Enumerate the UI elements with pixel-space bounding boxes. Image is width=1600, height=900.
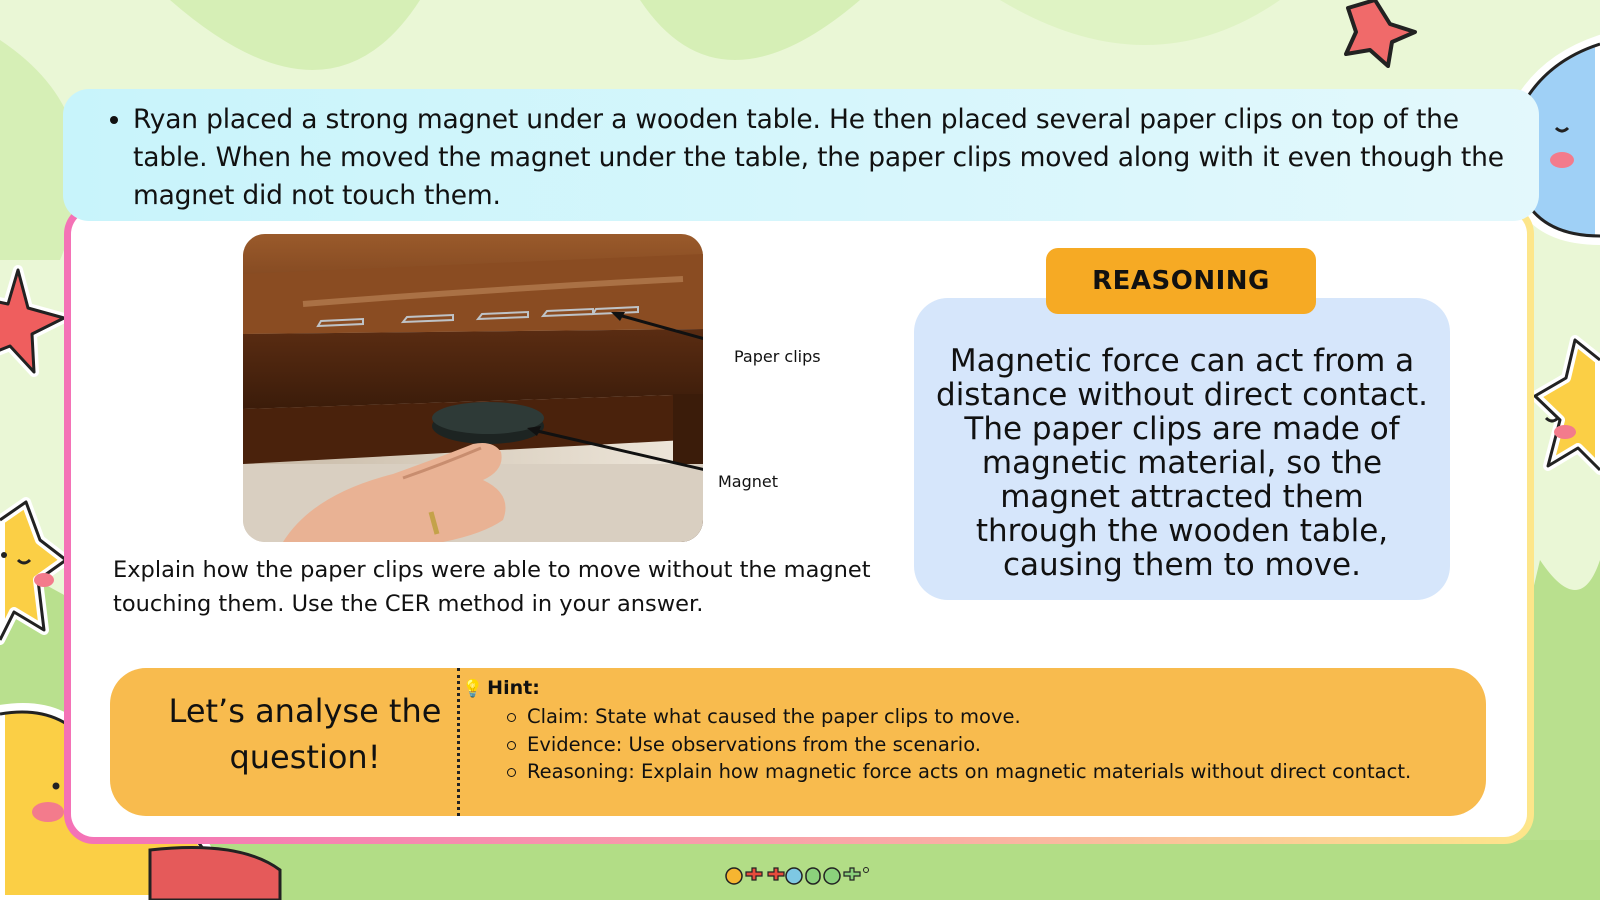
hint-item: Reasoning: Explain how magnetic force acts on magnetic materials without direct contact. xyxy=(505,758,1411,786)
reasoning-tag: REASONING xyxy=(1046,248,1316,314)
table-magnet-photo xyxy=(243,234,703,542)
brand-logo xyxy=(724,864,876,888)
scenario-banner xyxy=(63,89,1539,221)
hint-heading xyxy=(462,677,540,699)
lightbulb-icon: 💡 xyxy=(462,679,484,699)
dotted-divider xyxy=(457,668,460,816)
paper-clips-label: Paper clips xyxy=(734,347,821,366)
question-text: Explain how the paper clips were able to move without the magnet touching them. Use the CER method in your answer. xyxy=(113,557,871,617)
hint-list xyxy=(505,703,1411,786)
magnet-label: Magnet xyxy=(718,472,779,491)
scenario-text: • Ryan placed a strong magnet under a wooden table. He then placed several paper clips on top of the table. When he moved the magnet under the table, the paper clips moved along with it even though the magnet did not touch them. xyxy=(133,101,1509,215)
hint-item: Claim: State what caused the paper clips to move. xyxy=(505,703,1411,731)
hint-label: Hint: xyxy=(487,677,540,699)
reasoning-box xyxy=(914,298,1450,600)
hint-item: Evidence: Use observations from the scenario. xyxy=(505,731,1411,759)
reasoning-text: Magnetic force can act from a distance without direct contact. The paper clips are made of magnetic material, so the magnet attracted them through the wooden table, causing them to move. xyxy=(936,343,1428,583)
analyse-title: Let’s analyse the question! xyxy=(168,692,442,776)
